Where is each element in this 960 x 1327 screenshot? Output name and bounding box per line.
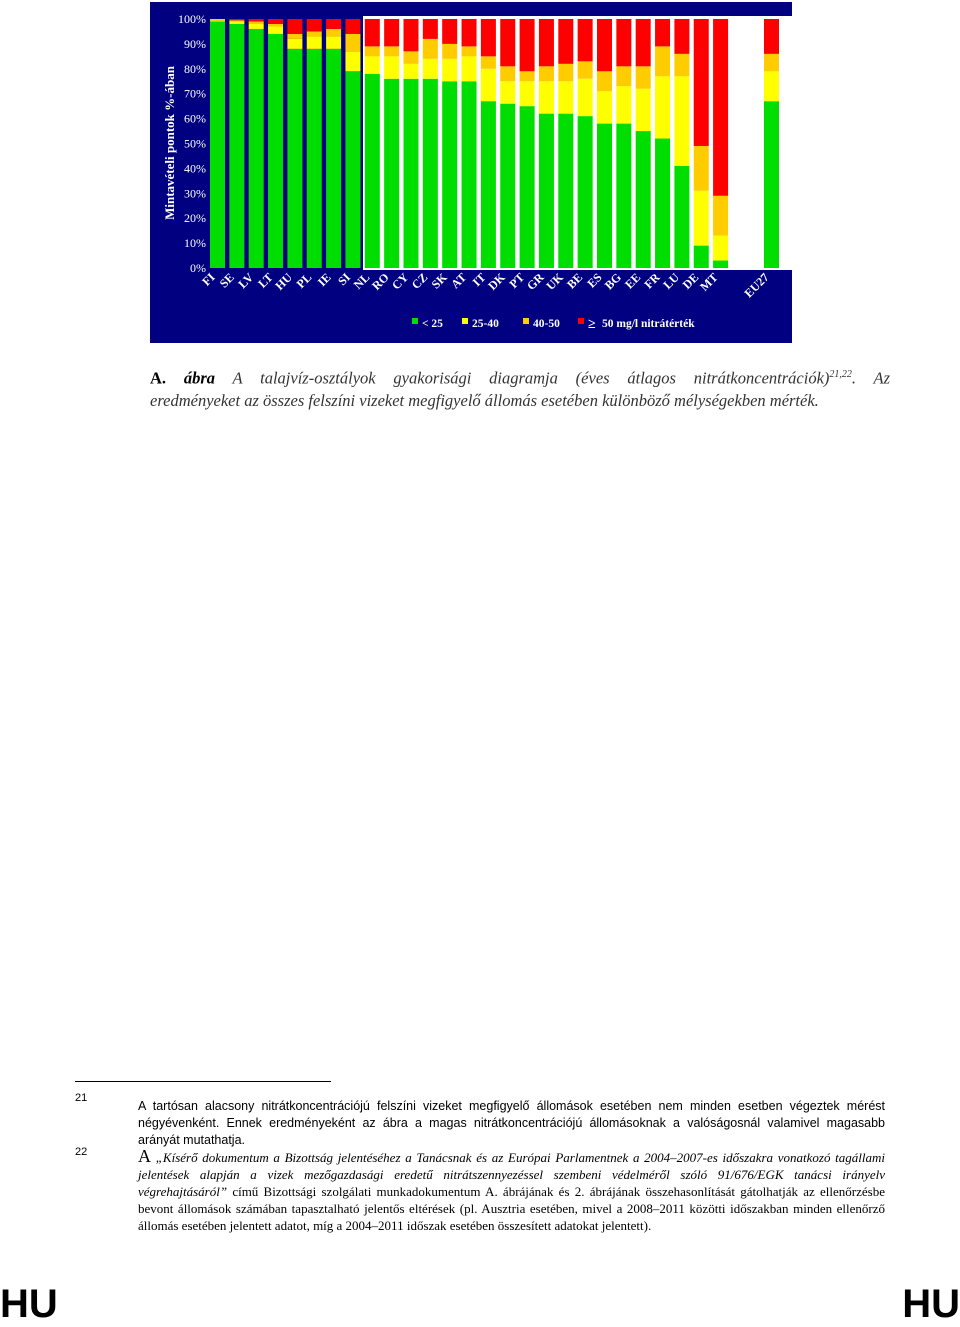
bar-segment-AT-3	[462, 19, 477, 46]
y-tick-label: 20%	[184, 211, 206, 226]
x-tick-label-NL: NL	[350, 270, 373, 292]
bar-segment-FR-1	[655, 76, 670, 138]
bar-segment-HU-1	[287, 39, 302, 49]
x-tick-label-LV: LV	[235, 270, 257, 292]
bar-segment-IT-2	[481, 56, 496, 68]
x-tick-label-AT: AT	[448, 270, 470, 292]
bar-segment-PL-1	[307, 36, 322, 48]
x-tick-label-SK: SK	[428, 270, 450, 292]
bar-segment-PT-0	[520, 106, 535, 268]
bar-segment-PT-2	[520, 71, 535, 81]
x-tick-label-BE: BE	[564, 270, 586, 292]
bar-segment-UK-0	[558, 114, 573, 268]
x-tick-label-CZ: CZ	[408, 270, 431, 292]
bar-segment-IT-0	[481, 101, 496, 268]
x-tick-label-RO: RO	[369, 270, 392, 293]
x-tick-label-FI: FI	[199, 270, 218, 289]
x-tick-label-DK: DK	[485, 270, 508, 293]
chart-svg	[150, 2, 792, 343]
bar-segment-LT-3	[268, 19, 283, 24]
bar-segment-NL-2	[365, 46, 380, 56]
y-tick-label: 40%	[184, 161, 206, 176]
bar-segment-EU27-1	[764, 71, 779, 101]
bar-segment-SE-0	[229, 24, 244, 268]
y-tick-label: 0%	[190, 261, 206, 275]
bar-segment-IE-0	[326, 49, 341, 268]
nitrate-chart	[150, 2, 792, 343]
bar-segment-SE-2	[229, 20, 244, 21]
bar-segment-MT-2	[713, 196, 728, 236]
x-tick-label-HU: HU	[272, 270, 296, 293]
bar-segment-BE-0	[578, 116, 593, 268]
x-tick-label-BG: BG	[601, 270, 624, 293]
bar-segment-CZ-2	[423, 39, 438, 59]
bar-segment-DE-0	[694, 246, 709, 268]
bar-segment-SI-0	[345, 71, 360, 268]
bar-segment-NL-0	[365, 74, 380, 268]
figure-caption	[150, 364, 890, 412]
y-tick-label: 100%	[178, 12, 206, 26]
bar-segment-ES-3	[597, 19, 612, 71]
bar-segment-AT-1	[462, 56, 477, 81]
bar-segment-SI-1	[345, 51, 360, 71]
caption-text-1: A talajvíz-osztályok gyakorisági diagramja (éves átlagos nitrátkoncentrációk)	[232, 368, 830, 388]
legend-swatch-0	[412, 318, 418, 324]
bar-segment-SK-0	[442, 81, 457, 268]
x-tick-label-PL: PL	[293, 270, 315, 291]
bar-segment-LT-0	[268, 34, 283, 268]
bar-segment-CY-3	[404, 19, 419, 51]
bar-segment-EU27-3	[764, 19, 779, 54]
bar-segment-PT-1	[520, 81, 535, 106]
bar-segment-IE-3	[326, 19, 341, 29]
bar-segment-ES-2	[597, 71, 612, 91]
bar-segment-SE-3	[229, 19, 244, 20]
x-tick-label-SE: SE	[216, 270, 237, 291]
bar-segment-DE-2	[694, 146, 709, 191]
bar-segment-SK-2	[442, 44, 457, 59]
bar-segment-BG-2	[616, 66, 631, 86]
bar-segment-CZ-1	[423, 59, 438, 79]
legend-symbol-geq: ≥	[588, 317, 596, 332]
x-tick-label-DE: DE	[679, 270, 702, 292]
x-tick-label-LU: LU	[660, 270, 683, 292]
bar-segment-DE-3	[694, 19, 709, 146]
footnote-separator	[75, 1081, 331, 1082]
bar-segment-DE-1	[694, 191, 709, 246]
bar-segment-BE-1	[578, 79, 593, 116]
bar-segment-CY-1	[404, 64, 419, 79]
bar-segment-FR-0	[655, 139, 670, 268]
bar-segment-DK-3	[500, 19, 515, 66]
bar-segment-HU-0	[287, 49, 302, 268]
bar-segment-SI-2	[345, 34, 360, 51]
bar-segment-HU-2	[287, 34, 302, 39]
caption-sup: 21,22	[829, 369, 852, 380]
x-tick-label-GR: GR	[523, 270, 547, 293]
bar-segment-EE-3	[636, 19, 651, 66]
legend-swatch-2	[523, 318, 529, 324]
footnote-22-rest: című Bizottsági szolgálati munkadokumentum A. ábrájának és 2. ábrájának összehasonlítását gátolhatják az ellenőrzésbe bevont állomások számában tapasztalható jelentős eltérések (pl. Ausztria esetében, mivel a 2008–2011 közötti időszakban minden ellenőrző állomás esetében jelentett adatot, míg a 2004–2011 időszak esetében összesített adatokat jelentett).	[138, 1184, 885, 1233]
bar-segment-IT-3	[481, 19, 496, 56]
footnote-22-a: A	[138, 1146, 151, 1166]
bar-segment-GR-2	[539, 66, 554, 81]
caption-line-2: eredményeket az összes felszíni vizeket megfigyelő állomás esetében különböző mélységekben mérték.	[150, 390, 819, 410]
bar-segment-LU-1	[674, 76, 689, 166]
bar-segment-CY-2	[404, 51, 419, 63]
bar-segment-BG-0	[616, 124, 631, 268]
bar-segment-FR-3	[655, 19, 670, 46]
bar-segment-UK-1	[558, 81, 573, 113]
bar-segment-LT-2	[268, 24, 283, 26]
bar-segment-LV-1	[249, 24, 264, 29]
legend-swatch-3	[578, 318, 584, 324]
x-tick-label-FR: FR	[641, 270, 663, 292]
bar-segment-LT-1	[268, 26, 283, 33]
x-tick-label-LT: LT	[255, 270, 276, 291]
footer-language-left: HU	[0, 1282, 58, 1326]
bar-segment-DK-2	[500, 66, 515, 81]
footnote-21-number: 21	[75, 1092, 88, 1104]
y-tick-label: 10%	[184, 236, 206, 251]
bar-segment-BE-3	[578, 19, 593, 61]
bar-segment-BG-3	[616, 19, 631, 66]
bar-segment-EE-0	[636, 131, 651, 268]
bar-segment-NL-1	[365, 56, 380, 73]
bar-segment-EE-2	[636, 66, 651, 88]
x-tick-label-ES: ES	[584, 270, 605, 291]
caption-label-abra: ábra	[183, 368, 216, 388]
bar-segment-PL-3	[307, 19, 322, 31]
bar-segment-RO-0	[384, 79, 399, 268]
legend-label-3: 50 mg/l nitrátérték	[602, 318, 695, 330]
bar-segment-MT-0	[713, 261, 728, 268]
bar-segment-CY-0	[404, 79, 419, 268]
bar-segment-PL-0	[307, 49, 322, 268]
bar-segment-LV-0	[249, 29, 264, 268]
x-tick-label-EU27: EU27	[741, 270, 772, 301]
bar-segment-FI-0	[210, 21, 225, 268]
bar-segment-GR-3	[539, 19, 554, 66]
bar-segment-RO-3	[384, 19, 399, 46]
caption-text-2: . Az	[851, 368, 891, 388]
x-tick-label-SI: SI	[335, 270, 354, 289]
footnote-22-italic: „Kísérő dokumentum a Bizottság jelentéséhez a Tanácsnak és az Európai Parlamentnek a 2004–2007-es időszakra vonatkozó tagállami jelentések alapján a vizek mezőgazdasági eredetű nitrátszennyezéssel szembeni védelméről szóló 91/676/EGK tanácsi irányelv végrehajtásáról”	[138, 1150, 885, 1199]
bar-segment-IE-1	[326, 36, 341, 48]
bar-segment-ES-1	[597, 91, 612, 123]
bar-segment-NL-3	[365, 19, 380, 46]
bar-segment-SE-1	[229, 21, 244, 23]
bar-segment-SI-3	[345, 19, 360, 34]
bar-segment-UK-3	[558, 19, 573, 64]
x-tick-label-UK: UK	[543, 270, 566, 293]
bar-segment-PT-3	[520, 19, 535, 71]
bar-segment-FR-2	[655, 46, 670, 76]
bar-segment-BE-2	[578, 61, 593, 78]
x-tick-label-MT: MT	[697, 270, 721, 294]
y-tick-label: 90%	[184, 36, 206, 51]
y-tick-label: 30%	[184, 186, 206, 201]
legend-label-2: 40-50	[533, 318, 560, 330]
bar-segment-RO-1	[384, 56, 399, 78]
bar-segment-DK-0	[500, 104, 515, 268]
bar-segment-GR-0	[539, 114, 554, 268]
bar-segment-SK-3	[442, 19, 457, 44]
bar-segment-MT-1	[713, 236, 728, 261]
footer-language-right: HU	[902, 1282, 960, 1326]
bar-segment-FI-2	[210, 19, 225, 20]
bar-segment-LV-2	[249, 21, 264, 23]
y-tick-label: 70%	[184, 86, 206, 101]
bar-segment-LV-3	[249, 19, 264, 21]
bar-segment-CZ-3	[423, 19, 438, 39]
bar-segment-MT-3	[713, 19, 728, 196]
bar-segment-FI-1	[210, 20, 225, 21]
x-tick-label-IT: IT	[469, 270, 489, 290]
bar-segment-CZ-0	[423, 79, 438, 268]
bar-segment-EU27-2	[764, 54, 779, 71]
bar-segment-LU-0	[674, 166, 689, 268]
footnote-22-number: 22	[75, 1146, 88, 1158]
y-tick-label: 50%	[184, 136, 206, 151]
legend-label-0: < 25	[422, 318, 443, 330]
bar-segment-AT-0	[462, 81, 477, 268]
footnote-22-text	[138, 1148, 885, 1234]
bar-segment-HU-3	[287, 19, 302, 34]
bar-segment-DK-1	[500, 81, 515, 103]
x-tick-label-IE: IE	[314, 270, 334, 290]
x-tick-label-CY: CY	[388, 270, 412, 293]
x-tick-label-PT: PT	[506, 270, 528, 291]
bar-segment-AT-2	[462, 46, 477, 56]
bar-segment-GR-1	[539, 81, 554, 113]
bar-segment-PL-2	[307, 31, 322, 36]
y-axis-label: Mintavételi pontok %-ában	[162, 66, 177, 220]
legend-swatch-1	[462, 318, 468, 324]
bar-segment-EU27-0	[764, 101, 779, 268]
bar-segment-BG-1	[616, 86, 631, 123]
bar-segment-LU-3	[674, 19, 689, 54]
bar-segment-UK-2	[558, 64, 573, 81]
bar-segment-ES-0	[597, 124, 612, 268]
bar-segment-EE-1	[636, 89, 651, 131]
footnote-21-text: A tartósan alacsony nitrátkoncentrációjú felszíni vizeket megfigyelő állomások esetében nem minden esetben végeztek mérést négyévenként. Ennek eredményeként az ábra a magas nitrátkoncentrációjú állomásoknak a valóságosnál valamivel magasabb arányát mutathatja.	[138, 1099, 885, 1147]
legend-label-1: 25-40	[472, 318, 499, 330]
caption-label-a: A.	[150, 368, 167, 388]
x-tick-label-EE: EE	[622, 270, 644, 292]
bar-segment-SK-1	[442, 59, 457, 81]
bar-segment-LU-2	[674, 54, 689, 76]
y-tick-label: 60%	[184, 111, 206, 126]
bar-segment-IE-2	[326, 29, 341, 36]
bar-segment-RO-2	[384, 46, 399, 56]
y-tick-label: 80%	[184, 61, 206, 76]
bar-segment-IT-1	[481, 69, 496, 101]
